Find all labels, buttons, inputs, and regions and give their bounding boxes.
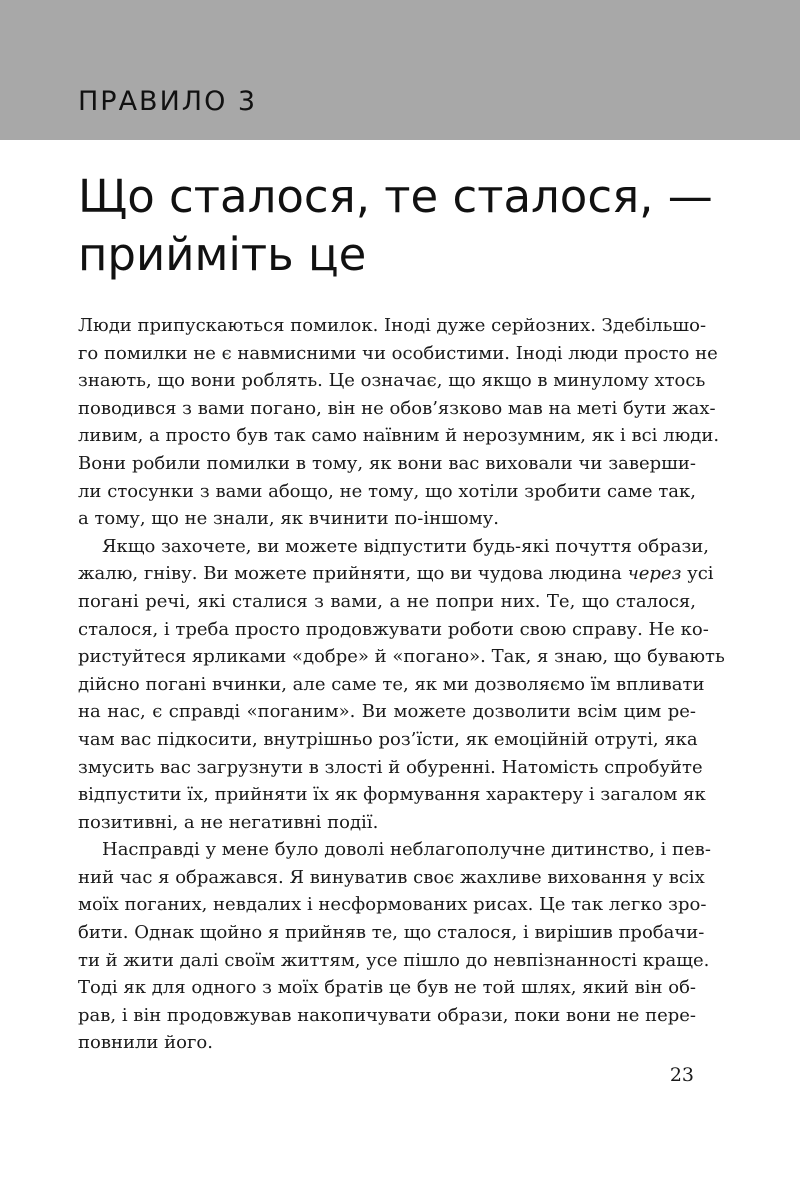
text-line: змусить вас загрузнути в злості й обуренні. Натомість спробуйте (78, 756, 703, 778)
text-line: Якщо захочете, ви можете відпустити будь-які почуття образи, (102, 535, 709, 557)
chapter-title-line-2: прийміть це (78, 228, 367, 281)
paragraph-1 (78, 312, 720, 533)
text-line-with-emphasis (78, 560, 714, 588)
paragraph-3 (78, 836, 711, 1057)
page-number: 23 (669, 1064, 694, 1086)
text-line: ний час я ображався. Я винуватив своє жахливе виховання у всіх (78, 866, 705, 888)
text-line: Люди припускаються помилок. Іноді дуже серйозних. Здебільшо- (78, 315, 707, 336)
text-line: го помилки не є навмисними чи особистими. Іноді люди просто не (78, 342, 718, 364)
chapter-title-line-1: Що сталося, те сталося, — (78, 170, 713, 223)
paragraph-2 (78, 533, 725, 837)
text-line: поводився з вами погано, він не обов’язково мав на меті бути жах- (78, 397, 716, 419)
text-line: дійсно погані вчинки, але саме те, як ми дозволяємо їм впливати (78, 673, 705, 695)
text-line: Вони робили помилки в тому, як вони вас виховали чи заверши- (78, 452, 696, 474)
text-line: рав, і він продовжував накопичувати образи, поки вони не пере- (78, 1004, 696, 1026)
body-text (78, 312, 725, 1057)
emphasized-word: через (627, 563, 682, 585)
text-line: на нас, є справді «поганим». Ви можете дозволити всім цим ре- (78, 701, 696, 723)
text-segment: жалю, гніву. Ви можете прийняти, що ви чудова людина (78, 563, 628, 585)
text-line: моїх поганих, невдалих і несформованих рисах. Це так легко зро- (78, 894, 707, 916)
text-line: а тому, що не знали, як вчинити по-іншому. (78, 508, 499, 530)
text-segment: усі (681, 563, 714, 585)
text-line: чам вас підкосити, внутрішньо роз’їсти, як емоційній отруті, яка (78, 728, 698, 750)
text-line: повнили його. (78, 1032, 213, 1054)
chapter-header-band (0, 0, 800, 140)
text-line: погані речі, які сталися з вами, а не попри них. Те, що сталося, (78, 590, 696, 612)
text-line: ли стосунки з вами абощо, не тому, що хотіли зробити саме так, (78, 480, 696, 502)
text-line: ливим, а просто був так само наївним й нерозумним, як і всі люди. (78, 425, 720, 447)
text-line: відпустити їх, прийняти їх як формування характеру і загалом як (78, 784, 706, 806)
text-line: ти й жити далі своїм життям, усе пішло до невпізнанності краще. (78, 949, 710, 971)
rule-label: ПРАВИЛО 3 (78, 86, 258, 117)
text-line: Насправді у мене було доволі неблагополучне дитинство, і пев- (102, 839, 711, 861)
text-line: сталося, і треба просто продовжувати роботи свою справу. Не ко- (78, 618, 709, 640)
text-line: ристуйтеся ярликами «добре» й «погано». Так, я знаю, що бувають (78, 646, 725, 668)
text-line: бити. Однак щойно я прийняв те, що сталося, і вирішив пробачи- (78, 922, 705, 944)
text-line: знають, що вони роблять. Це означає, що якщо в минулому хтось (78, 370, 706, 392)
text-line: Тоді як для одного з моїх братів це був не той шлях, який він об- (78, 977, 696, 999)
chapter-title (78, 168, 738, 284)
text-line: позитивні, а не негативні події. (78, 811, 379, 833)
